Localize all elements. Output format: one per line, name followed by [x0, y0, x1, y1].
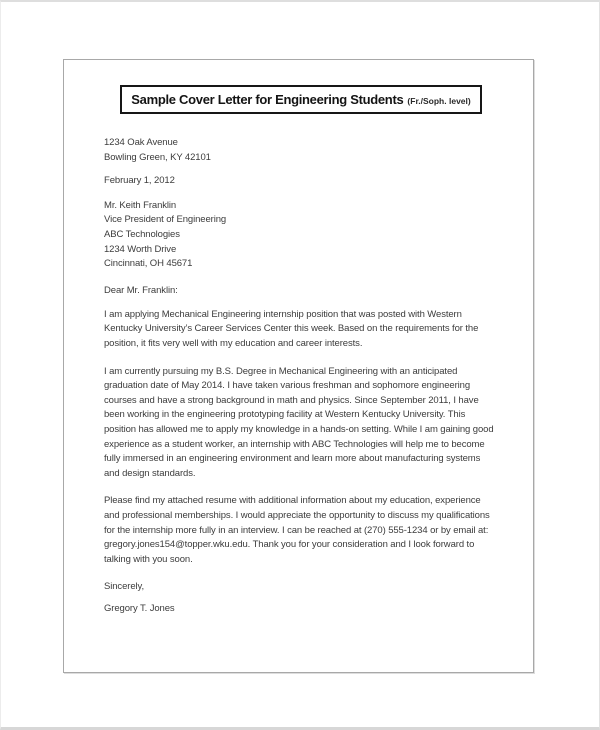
- sender-address: [104, 136, 495, 165]
- recipient-line: ABC Technologies: [104, 228, 180, 240]
- sender-address-line: 1234 Oak Avenue: [104, 137, 178, 148]
- salutation: Dear Mr. Franklin:: [104, 284, 178, 296]
- recipient-line: Mr. Keith Franklin: [104, 199, 177, 211]
- body-paragraph: I am currently pursuing my B.S. Degree in Mechanical Engineering with an anticipated graduation date of May 2014. I have taken various freshman and sophomore engineering courses and have a strong background in math and physics. Since September 2011, I have been working in the engineering prototyping facility at Western Kentucky University. This position has allowed me to apply my knowledge in a hands-on setting. While I am gaining good experience as a student worker, an internship with ABC Technologies will help me to become fully immersed in an engineering environment and learn more about manufacturing systems and design standards.: [104, 365, 494, 479]
- document-title-suffix: (Fr./Soph. level): [407, 95, 471, 106]
- recipient-address: [104, 199, 495, 272]
- signature-name: Gregory T. Jones: [104, 602, 175, 614]
- document-title: Sample Cover Letter for Engineering Students: [131, 92, 404, 107]
- letter-date: February 1, 2012: [104, 175, 175, 187]
- recipient-line: 1234 Worth Drive: [104, 243, 177, 255]
- body-paragraph: Please find my attached resume with additional information about my education, experience and professional memberships. I would appreciate the opportunity to discuss my qualifications for the internship more fully in an interview. I can be reached at (270) 555-1234 or by email at: gregory.jones154@topper.wku.edu. Thank you for your consideration and I look forward to talking with you soon.: [104, 495, 490, 565]
- closing: Sincerely,: [104, 581, 145, 593]
- body-paragraph: I am applying Mechanical Engineering internship position that was posted with Western Kentucky University’s Career Services Center this week. Based on the requirements for the position, it fits very well with my education and career interests.: [104, 308, 479, 350]
- letter-page: [63, 59, 534, 673]
- letter-body: [104, 136, 495, 617]
- title-box: [120, 85, 482, 114]
- recipient-line: Cincinnati, OH 45671: [104, 258, 193, 270]
- sender-address-line: Bowling Green, KY 42101: [104, 151, 211, 163]
- recipient-line: Vice President of Engineering: [104, 214, 227, 226]
